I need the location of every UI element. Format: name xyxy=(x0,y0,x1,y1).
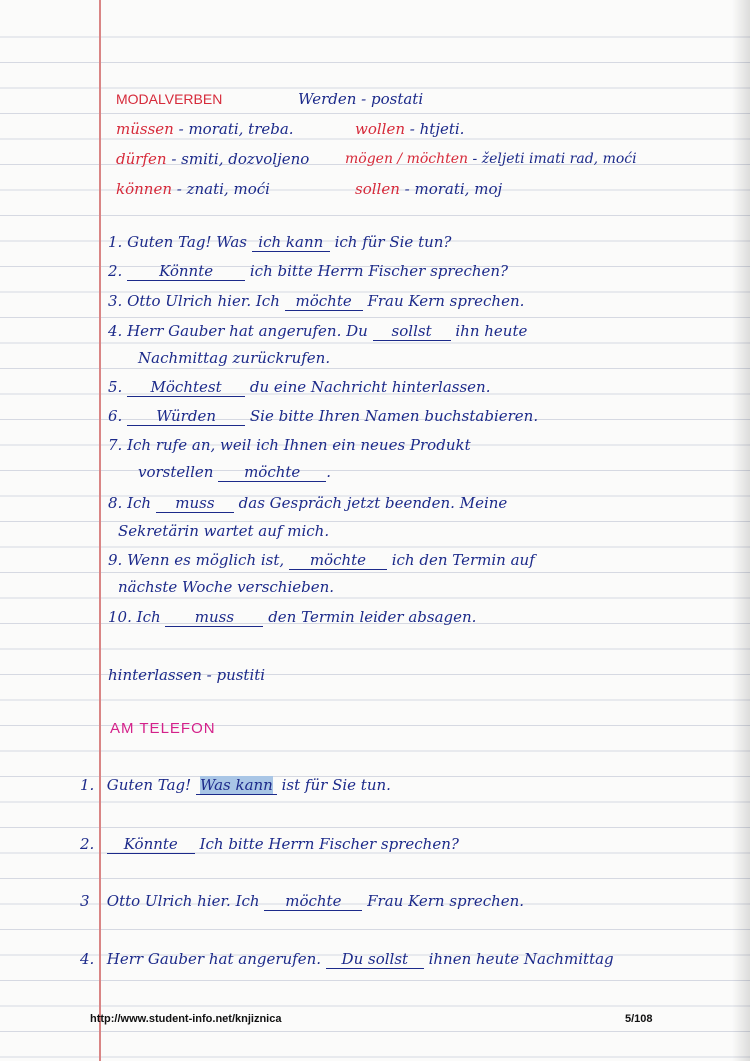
vocab-meaning: - željeti imati rad, moći xyxy=(472,151,637,167)
answer-blank: sollst xyxy=(373,322,451,341)
item-text: Guten Tag! xyxy=(106,776,192,794)
item-number: 1. xyxy=(108,233,123,251)
answer-blank: möchte xyxy=(285,292,363,311)
exercise-item xyxy=(108,436,471,454)
vocab-item xyxy=(345,150,637,168)
item-text: ihnen heute Nachmittag xyxy=(428,950,614,968)
exercise-item-continuation xyxy=(138,463,331,482)
exercise-item xyxy=(108,322,527,341)
vocab-word: müssen xyxy=(116,120,174,138)
vocab-word: dürfen xyxy=(116,150,167,168)
item-number: 3 xyxy=(80,892,90,910)
item-text: Wenn es möglich ist, xyxy=(127,551,285,569)
item-text: ich bitte Herrn Fischer sprechen? xyxy=(249,262,509,280)
answer-blank: möchte xyxy=(264,892,362,911)
answer-blank xyxy=(196,776,277,795)
item-number: 8. xyxy=(108,494,123,512)
exercise-item xyxy=(80,835,459,854)
page-subtitle: Werden - postati xyxy=(298,90,424,108)
vocab-item xyxy=(355,120,464,138)
item-text: Ich bitte Herrn Fischer sprechen? xyxy=(199,835,459,853)
page-title: MODALVERBEN xyxy=(116,91,223,107)
vocab-item xyxy=(355,180,502,198)
exercise-item-continuation: nächste Woche verschieben. xyxy=(118,578,335,596)
exercise-item xyxy=(108,608,476,627)
item-text: das Gespräch jetzt beenden. Meine xyxy=(238,494,508,512)
footer-url: http://www.student-info.net/knjiznica xyxy=(90,1013,282,1025)
answer-blank: möchte xyxy=(289,551,387,570)
item-number: 1. xyxy=(80,776,95,794)
answer-blank: Könnte xyxy=(127,262,245,281)
item-text: Otto Ulrich hier. Ich xyxy=(127,292,280,310)
exercise-item xyxy=(80,892,524,911)
answer-blank: muss xyxy=(156,494,234,513)
vocab-meaning: - znati, moći xyxy=(176,180,270,198)
exercise-item xyxy=(108,407,538,426)
item-number: 5. xyxy=(108,378,123,396)
item-text: ich für Sie tun? xyxy=(334,233,452,251)
exercise-item xyxy=(108,378,490,397)
answer-blank: Du sollst xyxy=(326,950,424,969)
item-text: Herr Gauber hat angerufen. Du xyxy=(127,322,368,340)
page-number: 5/108 xyxy=(625,1013,653,1025)
item-text: Ich rufe an, weil ich Ihnen ein neues Produkt xyxy=(127,436,471,454)
item-text: ist für Sie tun. xyxy=(281,776,391,794)
item-text: Guten Tag! Was xyxy=(127,233,248,251)
item-number: 3. xyxy=(108,292,123,310)
item-number: 4. xyxy=(108,322,123,340)
item-text: ich den Termin auf xyxy=(391,551,535,569)
item-text: Sie bitte Ihren Namen buchstabieren. xyxy=(249,407,539,425)
item-number: 10. xyxy=(108,608,132,626)
answer-blank: Möchtest xyxy=(127,378,245,397)
item-text: vorstellen xyxy=(138,463,214,481)
exercise-item xyxy=(108,551,535,570)
answer-blank: möchte xyxy=(218,463,326,482)
exercise-item xyxy=(108,262,508,281)
vocab-item xyxy=(116,180,270,198)
answer-blank: Würden xyxy=(127,407,245,426)
item-text: Herr Gauber hat angerufen. xyxy=(106,950,322,968)
exercise-item xyxy=(80,776,391,795)
answer-blank: muss xyxy=(165,608,263,627)
exercise-item-continuation: Sekretärin wartet auf mich. xyxy=(118,522,330,540)
page-edge-shadow xyxy=(732,0,750,1061)
exercise-item xyxy=(80,950,614,969)
exercise-item xyxy=(108,292,524,311)
item-text: Otto Ulrich hier. Ich xyxy=(106,892,260,910)
vocab-word: wollen xyxy=(355,120,406,138)
item-number: 2. xyxy=(80,835,95,853)
item-number: 4. xyxy=(80,950,95,968)
answer-blank: ich kann xyxy=(252,233,330,252)
vocab-word: sollen xyxy=(355,180,400,198)
item-number: 6. xyxy=(108,407,123,425)
vocab-meaning: - morati, treba. xyxy=(178,120,294,138)
highlighted-answer: Was kann xyxy=(199,776,273,794)
item-text: ihn heute xyxy=(455,322,528,340)
exercise-item xyxy=(108,233,451,252)
item-text: Frau Kern sprechen. xyxy=(367,292,525,310)
vocab-meaning: - morati, moj xyxy=(404,180,503,198)
section-title: AM TELEFON xyxy=(110,720,216,737)
vocab-note: hinterlassen - pustiti xyxy=(108,666,266,684)
item-text: . xyxy=(326,463,331,481)
vocab-meaning: - smiti, dozvoljeno xyxy=(171,150,310,168)
vocab-word: mögen / möchten xyxy=(345,151,469,167)
item-text: den Termin leider absagen. xyxy=(268,608,477,626)
item-text: du eine Nachricht hinterlassen. xyxy=(249,378,491,396)
item-text: Ich xyxy=(127,494,152,512)
exercise-item-continuation: Nachmittag zurückrufen. xyxy=(138,349,331,367)
vocab-meaning: - htjeti. xyxy=(409,120,465,138)
item-number: 7. xyxy=(108,436,123,454)
vocab-word: können xyxy=(116,180,172,198)
item-text: Ich xyxy=(136,608,161,626)
item-number: 9. xyxy=(108,551,123,569)
item-text: Frau Kern sprechen. xyxy=(367,892,525,910)
item-number: 2. xyxy=(108,262,123,280)
vocab-item xyxy=(116,120,294,138)
exercise-item xyxy=(108,494,507,513)
answer-blank: Könnte xyxy=(107,835,195,854)
vocab-item xyxy=(116,150,309,168)
